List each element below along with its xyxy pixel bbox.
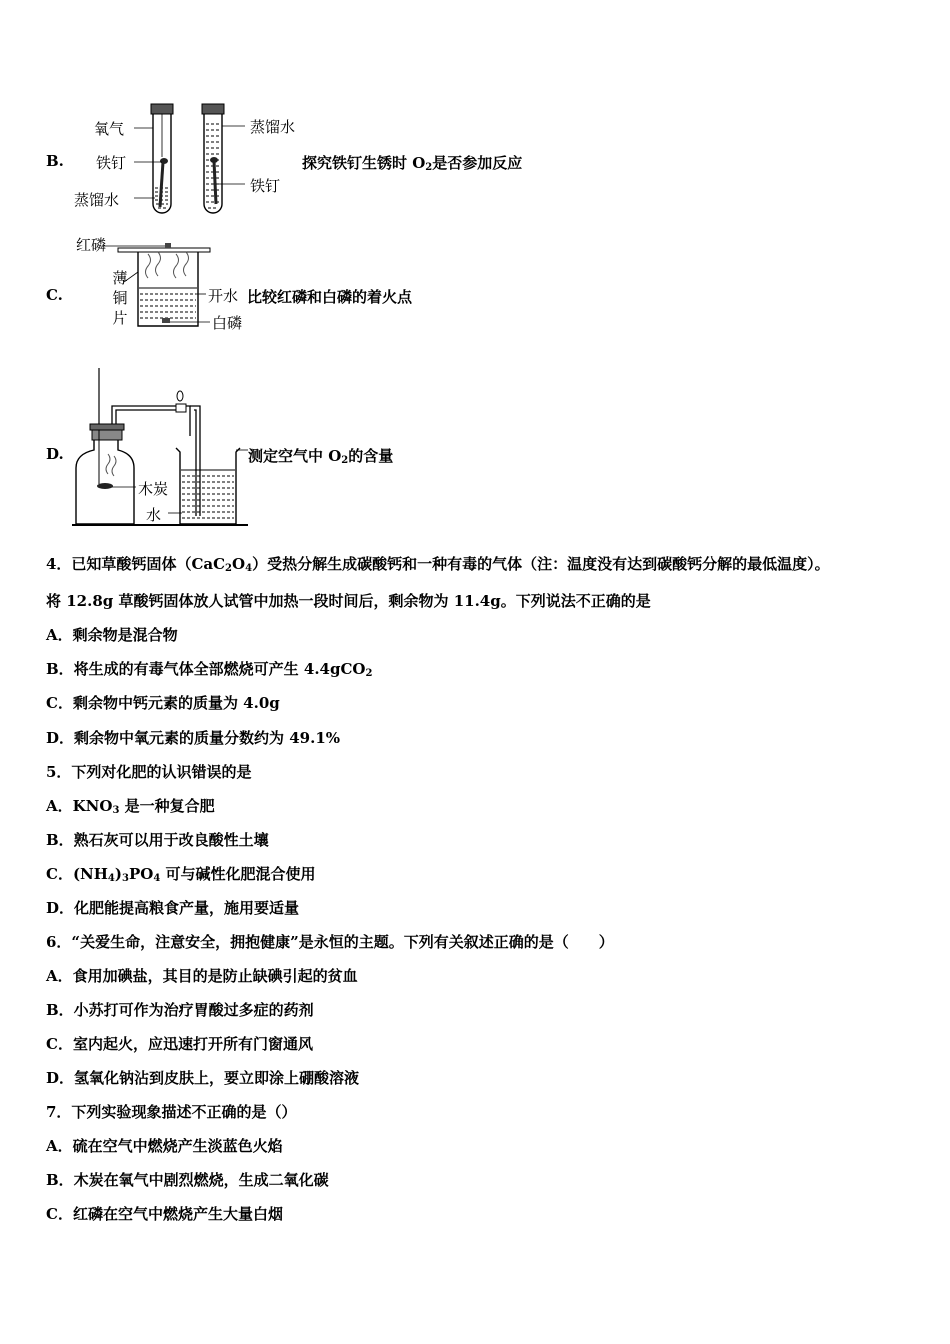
label-water: 水	[146, 506, 162, 524]
q4-option-a: A．剩余物是混合物	[46, 626, 178, 644]
q6-option-b: B．小苏打可作为治疗胃酸过多症的药剂	[46, 1001, 314, 1019]
option-c-letter: C.	[46, 286, 63, 304]
label-hot-water: 开水	[208, 287, 239, 305]
label-charcoal: 木炭	[138, 480, 169, 498]
option-b-caption: 探究铁钉生锈时 $O_2$是否参加反应	[302, 154, 523, 173]
option-c-caption: 比较红磷和白磷的着火点	[247, 288, 413, 306]
q5-option-d: D．化肥能提高粮食产量，施用要适量	[46, 899, 300, 917]
label-copper-plate: 薄铜片	[112, 269, 128, 327]
q5-stem: 5．下列对化肥的认识错误的是	[46, 763, 252, 781]
q6-option-d: D．氢氧化钠沾到皮肤上，要立即涂上硼酸溶液	[46, 1069, 360, 1087]
option-b-letter: B.	[46, 152, 64, 170]
q4-option-c: C．剩余物中钙元素的质量为 4.0g	[46, 694, 280, 712]
q4-stem-line1: 4．已知草酸钙固体$(CaC_2O_4)$受热分解生成碳酸钙和一种有毒的气体（注：温度没有达到碳酸钙分解的最低温度）。	[46, 555, 830, 574]
q5-option-c: C．$(NH_4)_3PO_4$ 可与碱性化肥混合使用	[46, 865, 316, 884]
label-oxygen: 氧气	[94, 120, 125, 138]
q7-option-b: B．木炭在氧气中剧烈燃烧，生成二氧化碳	[46, 1171, 329, 1189]
q7-stem: 7．下列实验现象描述不正确的是（）	[46, 1103, 297, 1121]
q5-option-b: B．熟石灰可以用于改良酸性土壤	[46, 831, 269, 849]
q6-option-a: A．食用加碘盐，其目的是防止缺碘引起的贫血	[46, 967, 358, 985]
q7-option-c: C．红磷在空气中燃烧产生大量白烟	[46, 1205, 283, 1223]
label-water-right: 蒸馏水	[250, 118, 296, 136]
label-nail-right: 铁钉	[250, 177, 281, 195]
option-d-caption: 测定空气中 $O_2$的含量	[248, 447, 394, 466]
nail-rust-diagram	[140, 100, 250, 218]
label-water-left: 蒸馏水	[74, 191, 120, 209]
label-white-phosphorus: 白磷	[212, 314, 243, 332]
oxygen-content-diagram	[72, 366, 252, 528]
q4-option-b: B．将生成的有毒气体全部燃烧可产生 4.4gCO$_2$	[46, 660, 373, 679]
label-red-phosphorus: 红磷	[76, 236, 107, 254]
q5-option-a: A．$KNO_3$ 是一种复合肥	[46, 797, 215, 816]
q7-option-a: A．硫在空气中燃烧产生淡蓝色火焰	[46, 1137, 283, 1155]
label-nail-left: 铁钉	[96, 154, 127, 172]
option-d-letter: D.	[46, 445, 64, 463]
q6-option-c: C．室内起火，应迅速打开所有门窗通风	[46, 1035, 313, 1053]
q4-option-d: D．剩余物中氧元素的质量分数约为 49.1%	[46, 729, 341, 747]
q4-stem-line2: 将 12.8g 草酸钙固体放人试管中加热一段时间后，剩余物为 11.4g。下列说法不正确的是	[46, 592, 651, 610]
q6-stem: 6．“关爱生命，注意安全，拥抱健康”是永恒的主题。下列有关叙述正确的是（ ）	[46, 933, 614, 951]
